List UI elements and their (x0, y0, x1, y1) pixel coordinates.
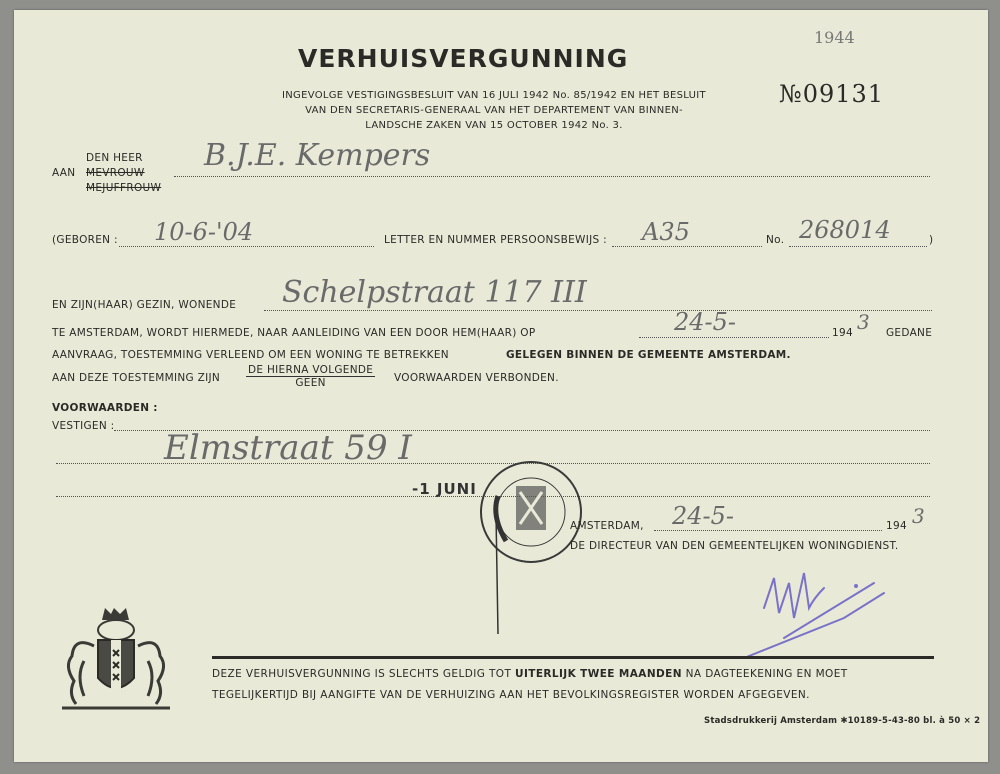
printer-imprint: Stadsdrukkerij Amsterdam ✱10189-5-43-80 bl. à 50 × 2 (704, 716, 981, 726)
pencil-year-note: 1944 (814, 28, 855, 47)
handwritten-address: Schelpstraat 117 III (282, 275, 587, 310)
no-label: No. (766, 234, 785, 246)
conditions-choice (246, 364, 375, 389)
id-letter: A35 (642, 218, 690, 246)
salutation-mevrouw: MEVROUW (86, 167, 145, 179)
choice-none: GEEN (295, 377, 326, 389)
handwritten-signature (724, 558, 894, 668)
id-number: 268014 (799, 216, 891, 244)
footer-line-2: TEGELIJKERTIJD BIJ AANGIFTE VAN DE VERHUIZING AAN HET BEVOLKINGSREGISTER WORDEN AFGEGEVEN. (212, 689, 810, 701)
amsterdam-coat-of-arms (54, 606, 189, 712)
vestigen-label: VESTIGEN : (52, 420, 115, 432)
id-number-line (789, 246, 927, 247)
document-title: VERHUISVERGUNNING (298, 44, 629, 73)
issue-date: 24-5- (672, 502, 735, 530)
request-year-digit: 3 (857, 310, 870, 334)
footer-rule (212, 656, 934, 659)
legal-intro (254, 88, 734, 133)
birth-line (119, 246, 374, 247)
wonende-label: EN ZIJN(HAAR) GEZIN, WONENDE (52, 299, 237, 311)
name-line (174, 176, 930, 177)
aan-label: AAN (52, 167, 76, 179)
persoonsbewijs-label: LETTER EN NUMMER PERSOONSBEWIJS : (384, 234, 607, 246)
issue-date-line (654, 530, 882, 531)
body-line-2: AANVRAAG, TOESTEMMING VERLEEND OM EEN WONING TE BETREKKEN (52, 349, 449, 361)
footer-line-1b: NA DAGTEEKENING EN MOET (685, 668, 848, 680)
permit-document (14, 10, 988, 762)
intro-line-2: VAN DEN SECRETARIS-GENERAAL VAN HET DEPARTEMENT VAN BINNEN- (305, 105, 683, 116)
address-line (264, 310, 932, 311)
issue-year-prefix: 194 (886, 520, 907, 532)
request-date-line (639, 337, 829, 338)
body-line-3b: VOORWAARDEN VERBONDEN. (394, 372, 559, 384)
footer-text (212, 664, 848, 706)
intro-line-1: INGEVOLGE VESTIGINGSBESLUIT VAN 16 JULI 1942 No. 85/1942 EN HET BESLUIT (282, 90, 706, 101)
choice-following: DE HIERNA VOLGENDE (248, 364, 374, 376)
handwritten-name: B.J.E. Kempers (204, 138, 431, 173)
issue-year-digit: 3 (912, 504, 925, 528)
salutation-heer: DEN HEER (86, 152, 143, 164)
request-date: 24-5- (674, 308, 737, 336)
geboren-label: (GEBOREN : (52, 234, 118, 246)
body-line-2-bold: GELEGEN BINNEN DE GEMEENTE AMSTERDAM. (506, 349, 791, 361)
request-year-prefix: 194 (832, 327, 853, 339)
gedane-label: GEDANE (886, 327, 933, 339)
footer-line-1a: DEZE VERHUISVERGUNNING IS SLECHTS GELDIG TOT (212, 668, 512, 680)
body-line-3a: AAN DEZE TOESTEMMING ZIJN (52, 372, 221, 384)
birth-date: 10-6-'04 (154, 218, 254, 246)
director-title: DE DIRECTEUR VAN DEN GEMEENTELIJKEN WONINGDIENST. (570, 540, 899, 552)
id-letter-line (612, 246, 762, 247)
date-stamp: -1 JUNI (412, 480, 477, 498)
footer-line-1-bold: UITERLIJK TWEE MAANDEN (515, 668, 682, 680)
intro-line-3: LANDSCHE ZAKEN VAN 15 OCTOBER 1942 No. 3. (365, 120, 623, 131)
salutation-mejuffrouw: MEJUFFROUW (86, 182, 162, 194)
body-line-1: TE AMSTERDAM, WORDT HIERMEDE, NAAR AANLEIDING VAN EEN DOOR HEM(HAAR) OP (52, 327, 536, 339)
footer-line-1 (212, 664, 848, 685)
place-label: AMSTERDAM, (570, 520, 644, 532)
birth-close: ) (929, 234, 934, 246)
permit-number: №09131 (779, 80, 885, 108)
voorwaarden-heading: VOORWAARDEN : (52, 402, 158, 414)
handwritten-new-address: Elmstraat 59 I (164, 428, 412, 468)
